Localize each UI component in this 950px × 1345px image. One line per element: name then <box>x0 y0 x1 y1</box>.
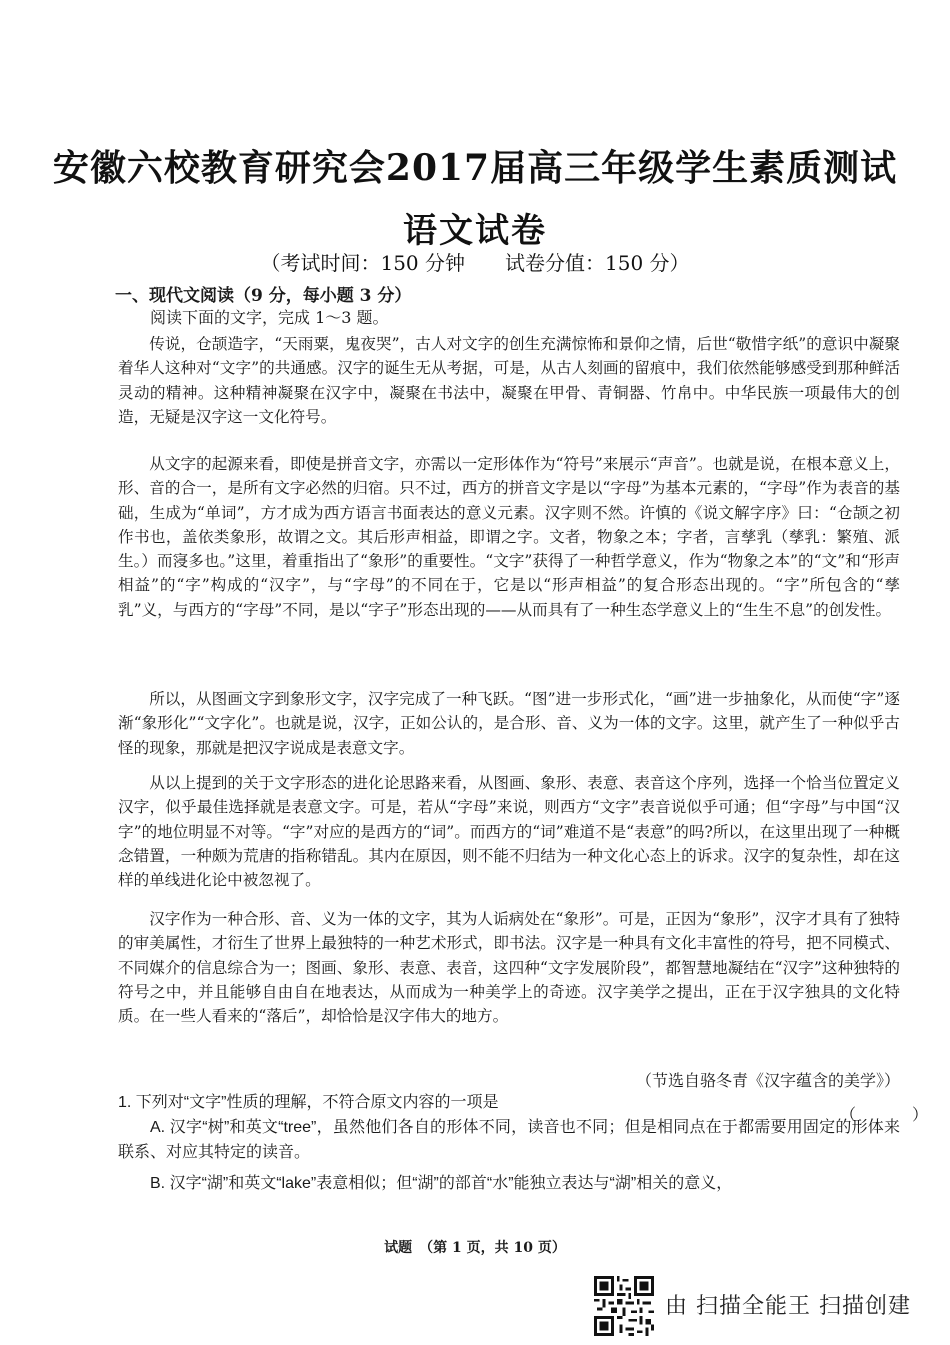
passage-paragraph-3: 所以，从图画文字到象形文字，汉字完成了一种飞跃。“图”进一步形式化，“画”进一步抽象化，从而使“字”逐渐“象形化”“文字化”。也就是说，汉字，正如公认的，是合形、音、义为一体的文字。这里，就产生了一种似乎古怪的现象，那就是把汉字说成是表意文字。 <box>118 690 900 757</box>
exam-title: 安徽六校教育研究会2017届高三年级学生素质测试 <box>52 147 898 189</box>
passage-paragraph-5: 汉字作为一种合形、音、义为一体的文字，其为人诟病处在“象形”。可是，正因为“象形”，汉字才具有了独特的审美属性，才衍生了世界上最独特的一种艺术形式，即书法。汉字是一种具有文化丰富性的符号，把不同模式、不同媒介的信息综合为一；图画、象形、表意、表音，这四种“文字发展阶段”，都智慧地凝结在“汉字”这种独特的符号之中，并且能够自由自在地表达，从而成为一种美学上的奇迹。汉字美学之提出，正在于汉字独具的文化特质。在一些人看来的“落后”，却恰恰是汉字伟大的地方。 <box>118 910 900 1026</box>
section-heading: 一、现代文阅读（9 分，每小题 3 分） <box>115 286 412 306</box>
passage-source: （节选自骆冬青《汉字蕴含的美学》） <box>635 1071 900 1090</box>
exam-info: （考试时间：150 分钟 试卷分值：150 分） <box>260 251 690 275</box>
question-1-option-b: B. 汉字“湖”和英文“lake”表意相似；但“湖”的部首“水”能独立表达与“湖”相关的意义， <box>150 1175 733 1192</box>
scanner-watermark: 由 扫描全能王 扫描创建 <box>665 1294 911 1319</box>
page-footer: 试题 （第 1 页，共 10 页） <box>384 1240 566 1256</box>
passage-paragraph-1: 传说，仓颉造字，“天雨粟，鬼夜哭”，古人对文字的创生充满惊怖和景仰之情，后世“敬惜字纸”的意识中凝聚着华人这种对“文字”的共通感。汉字的诞生无从考据，可是，从古人刻画的留痕中，我们依然能够感受到那种鲜活灵动的精神。这种精神凝聚在汉字中，凝聚在书法中，凝聚在甲骨、青铜器、竹帛中。中华民族一项最伟大的创造，无疑是汉字这一文化符号。 <box>118 335 900 426</box>
reading-instruction: 阅读下面的文字，完成 1～3 题。 <box>150 308 389 327</box>
exam-subject: 语文试卷 <box>403 211 547 251</box>
passage-paragraph-4: 从以上提到的关于文字形态的进化论思路来看，从图画、象形、表意、表音这个序列，选择一个恰当位置定义汉字，似乎最佳选择就是表意文字。可是，若从“字母”来说，则西方“文字”表音说似乎可通；但“字母”与中国“汉字”的地位明显不对等。“字”对应的是西方的“词”。而西方的“词”难道不是“表意”的吗?所以，在这里出现了一种概念错置，一种颇为荒唐的指称错乱。其内在原因，则不能不归结为一种文化心态上的诉求。汉字的复杂性，却在这样的单线进化论中被忽视了。 <box>118 774 900 890</box>
passage-paragraph-2: 从文字的起源来看，即使是拼音文字，亦需以一定形体作为“符号”来展示“声音”。也就是说，在根本意义上，形、音的合一，是所有文字必然的归宿。只不过，西方的拼音文字是以“字母”为基本元素的，“字母”作为表音的基础，生成为“单词”，方才成为西方语言书面表达的意义元素。汉字则不然。许慎的《说文解字序》曰：“仓颉之初作书也，盖依类象形，故谓之文。其后形声相益，即谓之字。文者，物象之本；字者，言孳乳（孳乳：繁殖、派生。）而寖多也。”这里，着重指出了“象形”的重要性。“文字”获得了一种哲学意义，作为“物象之本”的“文”和“形声相益”的“字”构成的“汉字”，与“字母”的不同在于，它是以“形声相益”的复合形态出现的。“字”所包含的“孳乳”义，与西方的“字母”不同，是以“字子”形态出现的——从而具有了一种生态学意义上的“生生不息”的创发性。 <box>118 455 900 619</box>
answer-blank: （ ） <box>840 1105 949 1124</box>
qr-code-icon <box>594 1276 654 1336</box>
question-1-stem: 1. 下列对“文字”性质的理解，不符合原文内容的一项是 <box>118 1094 499 1111</box>
question-1-option-a: A. 汉字“树”和英文“tree”，虽然他们各自的形体不同，读音也不同；但是相同点在于都需要用固定的形体来联系、对应其特定的读音。 <box>118 1119 900 1161</box>
